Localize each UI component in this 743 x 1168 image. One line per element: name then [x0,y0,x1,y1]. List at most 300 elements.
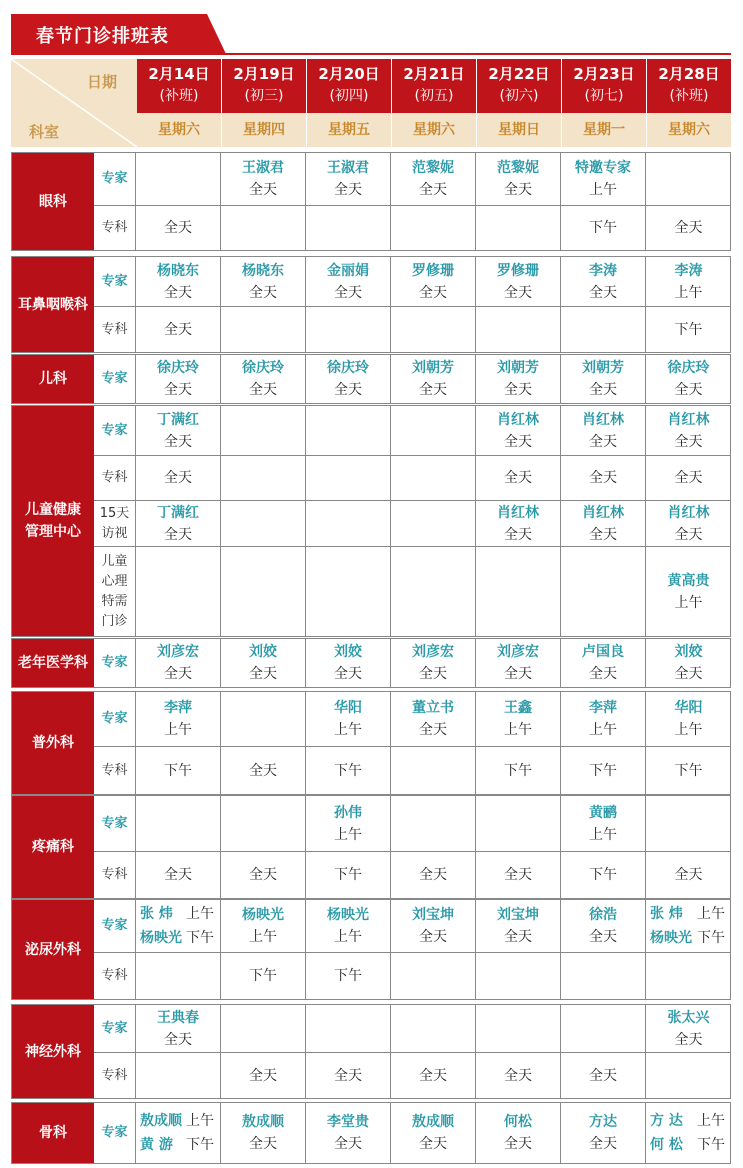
schedule-cell [136,900,221,952]
schedule-cell [306,747,391,794]
doctor-shift-line [646,926,731,950]
shift-time: 下午 [674,321,703,338]
schedule-cell [221,501,306,546]
shift-time: 全天 [419,182,447,198]
schedule-row [94,639,731,687]
title-underline [11,53,731,55]
doctor-name: 方达 [589,1114,617,1130]
shift-time: 下午 [164,762,192,779]
doctor-name: 刘姣 [674,644,703,660]
header-holiday-note: (初三) [244,88,284,104]
schedule-cell [646,355,731,403]
shift-time: 全天 [674,470,703,486]
schedule-cell [476,796,561,851]
schedule-cell [476,1053,561,1098]
schedule-cell [646,692,731,746]
doctor-name: 杨晓东 [157,262,199,279]
doctor-name: 刘宝坤 [412,907,454,923]
department-name: 儿科 [12,355,94,403]
doctor-name: 李萍 [164,700,192,716]
schedule-row [94,1103,731,1163]
shift-time: 全天 [589,526,617,543]
shift-time: 全天 [589,1067,617,1084]
schedule-row [94,406,731,455]
schedule-cell [221,953,306,999]
doctor-name: 杨晓东 [242,262,284,279]
doctor-name: 刘彦宏 [157,644,199,660]
schedule-cell [561,307,646,352]
row-type-label: 专家 [94,1103,136,1163]
schedule-row [94,1005,731,1052]
schedule-cell [646,852,731,898]
schedule-cell [306,153,391,205]
header-weekday: 星期六 [647,113,731,147]
doctor-name: 肖红林 [497,504,539,521]
schedule-cell [306,206,391,250]
schedule-cell [476,692,561,746]
doctor-name: 张 炜 [650,906,683,922]
schedule-cell [391,501,476,546]
header-date: 2月28日 [658,65,720,83]
schedule-cell [306,1053,391,1098]
schedule-cell [391,692,476,746]
shift-time: 全天 [334,382,362,398]
shift-time: 全天 [419,382,447,398]
department-name: 眼科 [12,153,94,250]
header-column-4 [477,59,561,147]
header-column-2 [307,59,391,147]
schedule-cell [136,1005,221,1052]
schedule-cell [391,206,476,250]
doctor-name: 丁满红 [157,411,199,428]
schedule-cell [391,639,476,687]
schedule-cell [561,501,646,546]
schedule-cell [221,747,306,794]
shift-time: 全天 [164,382,192,398]
header-date: 2月19日 [233,65,295,83]
schedule-row [94,692,731,746]
header-column-1 [222,59,306,147]
schedule-cell [221,796,306,851]
shift-time: 全天 [504,929,532,945]
header-date: 2月14日 [148,65,210,83]
shift-time: 全天 [249,284,277,301]
doctor-shift-line [136,902,220,926]
shift-time: 下午 [589,762,617,779]
shift-time: 全天 [674,526,703,543]
schedule-row [94,455,731,500]
schedule-cell [391,257,476,306]
schedule-cell [476,1005,561,1052]
header-weekday: 星期一 [562,113,646,147]
schedule-cell [391,852,476,898]
department-name: 神经外科 [12,1005,94,1098]
shift-time: 全天 [674,666,703,682]
department-name: 疼痛科 [12,796,94,898]
shift-time: 全天 [249,1067,277,1084]
header-holiday-note: (初六) [499,88,539,104]
doctor-name: 徐庆玲 [327,360,369,376]
schedule-row [94,546,731,636]
schedule-cell [646,456,731,500]
schedule-cell [391,796,476,851]
shift-time: 全天 [589,1136,617,1152]
schedule-cell [306,900,391,952]
header-date-cell [137,59,221,113]
doctor-name: 特邀专家 [575,160,631,176]
shift-time: 下午 [589,220,617,236]
shift-time: 上午 [674,594,703,611]
department-name: 儿童健康管理中心 [12,406,94,636]
doctor-shift-line [136,926,220,950]
header-weekday: 星期日 [477,113,561,147]
department-block [11,405,731,637]
schedule-cell [221,547,306,636]
shift-time: 全天 [674,220,703,236]
row-type-label: 专家 [94,355,136,403]
schedule-header [11,59,731,147]
header-weekday: 星期四 [222,113,306,147]
shift-time: 全天 [164,526,192,543]
row-type-label: 专科 [94,747,136,794]
schedule-row [94,900,731,952]
schedule-cell [391,1103,476,1163]
header-holiday-note: (初五) [414,88,454,104]
shift-time: 下午 [249,968,277,984]
shift-time: 全天 [164,470,192,486]
schedule-cell [561,953,646,999]
header-date: 2月20日 [318,65,380,83]
department-block [11,152,731,251]
shift-time: 上午 [697,906,725,922]
schedule-row [94,205,731,250]
schedule-cell [136,501,221,546]
doctor-name: 华阳 [674,700,703,716]
schedule-cell [476,852,561,898]
row-type-label: 专家 [94,1005,136,1052]
doctor-name: 罗修珊 [497,262,539,279]
schedule-cell [306,1005,391,1052]
shift-time: 全天 [164,220,192,236]
shift-time: 全天 [249,382,277,398]
doctor-name: 华阳 [334,700,362,716]
doctor-shift-line [646,902,731,926]
doctor-name: 徐庆玲 [242,360,284,376]
schedule-row [94,257,731,306]
schedule-row [94,355,731,403]
schedule-cell [646,639,731,687]
department-block [11,638,731,688]
schedule-cell [561,1103,646,1163]
schedule-cell [646,796,731,851]
header-column-6 [647,59,731,147]
header-weekday: 星期五 [307,113,391,147]
shift-time: 全天 [674,1031,703,1048]
header-date-cell [222,59,306,113]
schedule-cell [221,852,306,898]
schedule-cell [561,796,646,851]
doctor-name: 黄鹂 [589,804,617,821]
schedule-cell [221,257,306,306]
schedule-cell [476,547,561,636]
department-name: 普外科 [12,692,94,794]
row-type-label: 专家 [94,406,136,455]
schedule-cell [221,1005,306,1052]
schedule-cell [221,1103,306,1163]
shift-time: 下午 [674,762,703,779]
doctor-name: 李涛 [674,262,703,279]
doctor-name: 徐庆玲 [667,360,710,376]
schedule-cell [136,796,221,851]
shift-time: 全天 [419,1067,447,1084]
schedule-cell [136,153,221,205]
schedule-cell [646,153,731,205]
doctor-shift-line [646,1109,731,1133]
schedule-cell [306,456,391,500]
schedule-cell [476,501,561,546]
shift-time: 下午 [334,968,362,984]
shift-time: 全天 [504,666,532,682]
shift-time: 上午 [504,722,532,738]
doctor-name: 敖成顺 [412,1114,454,1130]
row-type-label: 专科 [94,307,136,352]
shift-time: 全天 [504,867,532,883]
header-holiday-note: (补班) [669,88,709,104]
doctor-name: 孙伟 [334,804,362,821]
shift-time: 全天 [589,470,617,486]
row-type-label: 专家 [94,692,136,746]
schedule-cell [391,547,476,636]
schedule-cell [476,900,561,952]
shift-time: 上午 [589,182,617,198]
schedule-cell [136,747,221,794]
schedule-cell [221,456,306,500]
schedule-cell [561,456,646,500]
header-column-3 [392,59,476,147]
schedule-cell [306,692,391,746]
schedule-cell [221,1053,306,1098]
shift-time: 下午 [504,762,532,779]
schedule-cell [561,692,646,746]
shift-time: 全天 [419,284,447,301]
shift-time: 上午 [589,722,617,738]
row-type-label: 专科 [94,456,136,500]
schedule-cell [306,547,391,636]
doctor-name: 张太兴 [667,1009,710,1026]
doctor-shift-line [646,1133,731,1157]
shift-time: 上午 [674,722,703,738]
doctor-name: 卢国良 [582,644,624,660]
schedule-cell [391,307,476,352]
shift-time: 全天 [164,666,192,682]
shift-time: 全天 [504,433,532,450]
row-type-label: 专家 [94,639,136,687]
schedule-cell [561,900,646,952]
doctor-name: 刘朝芳 [582,360,624,376]
schedule-cell [646,257,731,306]
schedule-cell [646,547,731,636]
shift-time: 下午 [186,1137,214,1153]
shift-time: 全天 [674,867,703,883]
shift-time: 全天 [249,867,277,883]
doctor-name: 刘彦宏 [412,644,454,660]
shift-time: 全天 [249,182,277,198]
doctor-name: 黄 游 [140,1137,173,1153]
doctor-name: 王典春 [157,1009,199,1026]
shift-time: 上午 [697,1113,725,1129]
doctor-name: 敖成顺 [242,1114,284,1130]
doctor-name: 王鑫 [504,700,532,716]
schedule-cell [391,953,476,999]
doctor-name: 何松 [504,1114,532,1130]
schedule-cell [476,747,561,794]
department-block [11,1004,731,1099]
schedule-cell [476,206,561,250]
shift-time: 全天 [249,666,277,682]
department-block [11,1102,731,1164]
schedule-cell [561,1005,646,1052]
schedule-cell [136,953,221,999]
department-block [11,354,731,404]
row-type-label: 15天访视 [94,501,136,546]
shift-time: 全天 [164,1031,192,1048]
schedule-cell [476,456,561,500]
doctor-name: 罗修珊 [412,262,454,279]
schedule-row [94,851,731,898]
schedule-cell [561,852,646,898]
schedule-cell [306,852,391,898]
doctor-name: 刘姣 [334,644,362,660]
doctor-name: 敖成顺 [140,1113,182,1129]
schedule-cell [476,355,561,403]
schedule-cell [476,307,561,352]
department-block [11,795,731,899]
row-type-label: 专科 [94,852,136,898]
shift-time: 下午 [186,930,214,946]
schedule-cell [646,747,731,794]
schedule-cell [306,953,391,999]
schedule-cell [221,406,306,455]
doctor-name: 范黎妮 [412,160,454,176]
shift-time: 全天 [334,1136,362,1152]
header-date-cell [392,59,476,113]
schedule-cell [391,1005,476,1052]
doctor-name: 范黎妮 [497,160,539,176]
header-date-cell [562,59,646,113]
schedule-cell [136,1053,221,1098]
doctor-name: 徐浩 [589,907,617,923]
schedule-cell [136,406,221,455]
shift-time: 全天 [164,321,192,338]
shift-time: 全天 [589,382,617,398]
schedule-cell [646,206,731,250]
schedule-cell [136,257,221,306]
schedule-cell [391,900,476,952]
doctor-name: 杨映光 [140,930,182,946]
schedule-cell [476,153,561,205]
doctor-name: 何 松 [650,1137,683,1153]
shift-time: 全天 [334,284,362,301]
header-date: 2月23日 [573,65,635,83]
header-column-5 [562,59,646,147]
schedule-cell [391,153,476,205]
shift-time: 全天 [249,1136,277,1152]
shift-time: 全天 [164,433,192,450]
schedule-cell [221,355,306,403]
row-type-label: 儿童心理特需门诊 [94,547,136,636]
schedule-cell [646,1103,731,1163]
header-holiday-note: (初七) [584,88,624,104]
doctor-name: 肖红林 [582,411,624,428]
header-date: 2月21日 [403,65,465,83]
schedule-cell [391,406,476,455]
schedule-cell [561,747,646,794]
shift-time: 下午 [334,867,362,883]
shift-time: 上午 [164,722,192,738]
doctor-name: 董立书 [412,700,454,716]
department-name: 老年医学科 [12,639,94,687]
header-weekday: 星期六 [137,113,221,147]
schedule-cell [136,456,221,500]
header-holiday-note: (补班) [159,88,199,104]
schedule-row [94,500,731,546]
shift-time: 全天 [249,762,277,779]
doctor-name: 刘彦宏 [497,644,539,660]
header-date-cell [477,59,561,113]
shift-time: 全天 [674,433,703,450]
date-axis-label: 日期 [86,73,117,91]
schedule-cell [221,900,306,952]
row-type-label: 专家 [94,900,136,952]
doctor-name: 杨映光 [242,907,284,923]
row-type-label: 专家 [94,153,136,205]
schedule-cell [476,257,561,306]
doctor-name: 肖红林 [582,504,624,521]
doctor-name: 黄高贵 [667,572,710,589]
shift-time: 全天 [589,433,617,450]
schedule-cell [561,1053,646,1098]
schedule-row [94,746,731,794]
schedule-cell [476,406,561,455]
department-block [11,899,731,1000]
shift-time: 上午 [674,284,703,301]
schedule-cell [136,206,221,250]
shift-time: 全天 [589,284,617,301]
row-type-label: 专科 [94,1053,136,1098]
shift-time: 全天 [334,1067,362,1084]
row-type-label: 专家 [94,796,136,851]
schedule-cell [646,307,731,352]
doctor-name: 杨映光 [650,930,692,946]
row-type-label: 专科 [94,206,136,250]
shift-time: 上午 [186,1113,214,1129]
doctor-name: 刘宝坤 [497,907,539,923]
schedule-cell [221,639,306,687]
doctor-name: 刘朝芳 [412,360,454,376]
header-corner [11,59,137,147]
shift-time: 全天 [504,470,532,486]
shift-time: 全天 [504,1067,532,1084]
doctor-name: 徐庆玲 [157,360,199,376]
doctor-name: 李萍 [589,700,617,716]
shift-time: 上午 [186,906,214,922]
header-weekday: 星期六 [392,113,476,147]
shift-time: 上午 [334,929,362,945]
schedule-cell [221,206,306,250]
shift-time: 全天 [164,284,192,301]
shift-time: 全天 [419,1136,447,1152]
shift-time: 上午 [589,826,617,843]
